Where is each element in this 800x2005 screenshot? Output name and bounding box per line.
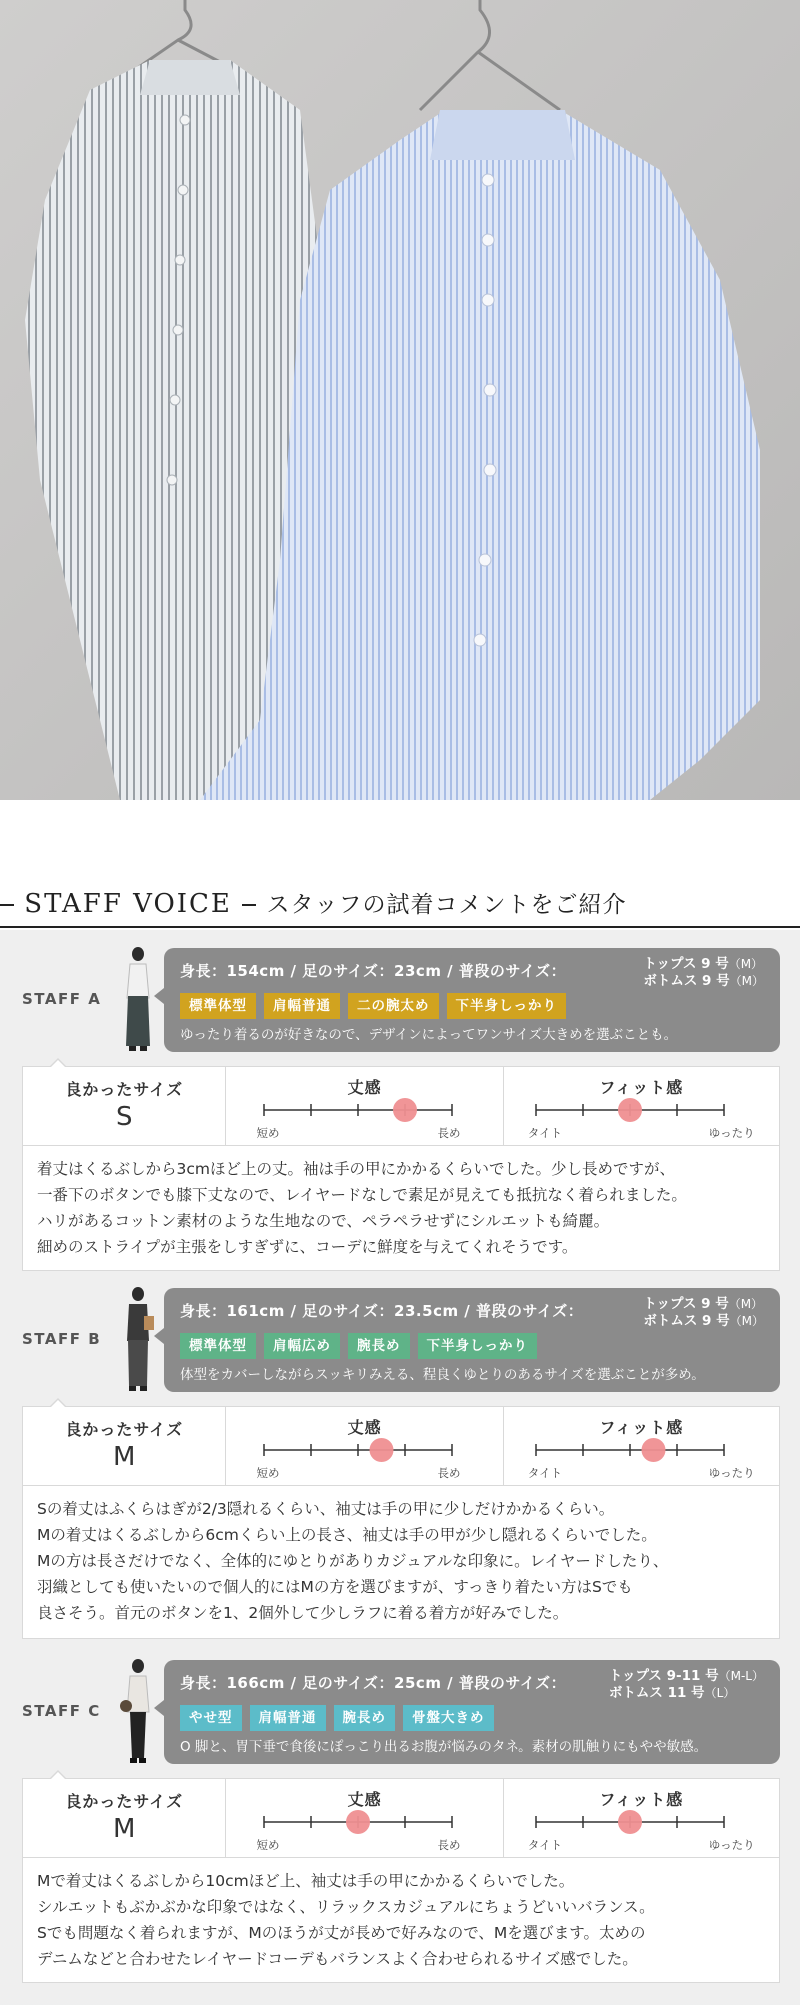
good-size-value: M bbox=[113, 1814, 136, 1844]
body-type-tags bbox=[180, 1330, 764, 1362]
length-high-label: 長め bbox=[437, 1838, 461, 1852]
body-tag: 腕長め bbox=[348, 1333, 410, 1359]
fit-low-label: タイト bbox=[527, 1126, 563, 1140]
length-scale-bar bbox=[226, 1097, 503, 1127]
comment-line: Sの着丈はふくらはぎが2/3隠れるくらい、袖丈は手の甲に少しだけかかるくらい。 bbox=[37, 1500, 615, 1518]
scale-marker bbox=[346, 1810, 370, 1834]
length-scale-bar bbox=[226, 1809, 503, 1839]
staff-comment bbox=[22, 1486, 780, 1639]
body-tag: 骨盤大きめ bbox=[403, 1705, 494, 1731]
body-tag: やせ型 bbox=[180, 1705, 242, 1731]
body-tag: 肩幅普通 bbox=[250, 1705, 326, 1731]
good-size-label: 良かったサイズ bbox=[65, 1080, 184, 1099]
scale-marker bbox=[370, 1438, 394, 1462]
staff-note: O 脚と、胃下垂で食後にぽっこり出るお腹が悩みのタネ。素材の肌触りにもやや敏感。 bbox=[180, 1739, 708, 1755]
good-size-value: M bbox=[113, 1442, 136, 1472]
tops-size-letter: （M） bbox=[728, 1297, 764, 1311]
staff-note: ゆったり着るのが好きなので、デザインによってワンサイズ大きめを選ぶことも。 bbox=[180, 1027, 678, 1043]
fit-high-label: ゆったり bbox=[708, 1126, 755, 1140]
staff-stats: 身長：161cm / 足のサイズ：23.5cm / 普段のサイズ： bbox=[180, 1302, 584, 1320]
usual-sizes bbox=[609, 1668, 764, 1702]
length-high-label: 長め bbox=[437, 1466, 461, 1480]
body-tag: 二の腕太め bbox=[348, 993, 439, 1019]
body-tag: 標準体型 bbox=[180, 1333, 256, 1359]
comment-line: Mの着丈はくるぶしから6cmくらい上の長さ、袖丈は手の甲が少し隠れるくらいでした。 bbox=[37, 1526, 657, 1544]
bottoms-size-letter: （L） bbox=[704, 1686, 736, 1700]
fit-scale bbox=[503, 1779, 779, 1857]
scale-marker bbox=[393, 1098, 417, 1122]
body-tag: 腕長め bbox=[334, 1705, 396, 1731]
length-low-label: 短め bbox=[256, 1838, 280, 1852]
fit-ratings bbox=[22, 1406, 780, 1486]
heading-subtitle: スタッフの試着コメントをご紹介 bbox=[266, 892, 627, 918]
heading-title-line bbox=[0, 886, 626, 923]
body-type-tags bbox=[180, 1702, 764, 1734]
scale-marker bbox=[641, 1438, 665, 1462]
comment-line: 一番下のボタンでも膝下丈なので、レイヤードなしで素足が見えても抵抗なく着られました。 bbox=[37, 1186, 687, 1204]
tops-size-letter: （M-L） bbox=[718, 1669, 764, 1683]
fit-high-label: ゆったり bbox=[708, 1838, 755, 1852]
good-size-cell bbox=[23, 1779, 226, 1857]
staff-card-a bbox=[22, 944, 780, 1271]
bottoms-size-letter: （M） bbox=[729, 974, 764, 988]
staff-profile-bubble bbox=[164, 948, 780, 1052]
good-size-cell bbox=[23, 1407, 226, 1485]
fit-scale bbox=[503, 1067, 779, 1145]
staff-profile bbox=[22, 944, 780, 1054]
staff-label: STAFF A bbox=[22, 990, 102, 1008]
staff-card-b bbox=[22, 1284, 780, 1639]
bottoms-size: ボトムス 11 号 bbox=[608, 1685, 705, 1701]
comment-line: Mの方は長さだけでなく、全体的にゆとりがありカジュアルな印象に。レイヤードしたり、 bbox=[37, 1552, 669, 1570]
body-tag: 肩幅普通 bbox=[264, 993, 340, 1019]
shirt-dress-illustration bbox=[0, 0, 800, 800]
length-scale bbox=[226, 1779, 502, 1857]
comment-line: Sでも問題なく着られますが、Mのほうが丈が長めで好みなので、Mを選びます。太めの bbox=[37, 1924, 646, 1942]
fit-scale-bar bbox=[504, 1097, 781, 1127]
fit-title: フィット感 bbox=[599, 1790, 684, 1809]
fit-low-label: タイト bbox=[527, 1466, 563, 1480]
staff-comment bbox=[22, 1146, 780, 1271]
fit-scale bbox=[503, 1407, 779, 1485]
fit-ratings bbox=[22, 1066, 780, 1146]
heading-title: STAFF VOICE bbox=[24, 889, 232, 919]
staff-label: STAFF C bbox=[22, 1702, 101, 1720]
staff-card-c bbox=[22, 1656, 780, 1983]
staff-profile-bubble bbox=[164, 1288, 780, 1392]
body-tag: 肩幅広め bbox=[264, 1333, 340, 1359]
bottoms-size: ボトムス 9 号 bbox=[643, 973, 730, 989]
fit-title: フィット感 bbox=[599, 1418, 684, 1437]
tops-size: トップス 9-11 号 bbox=[608, 1668, 719, 1684]
fit-scale-bar bbox=[504, 1809, 781, 1839]
fit-high-label: ゆったり bbox=[708, 1466, 755, 1480]
length-title: 丈感 bbox=[347, 1418, 382, 1437]
body-tag: 標準体型 bbox=[180, 993, 256, 1019]
good-size-cell bbox=[23, 1067, 226, 1145]
bottoms-size-letter: （M） bbox=[729, 1314, 764, 1328]
usual-sizes bbox=[643, 1296, 764, 1330]
fit-title: フィット感 bbox=[599, 1078, 684, 1097]
good-size-value: S bbox=[115, 1102, 133, 1132]
length-scale bbox=[226, 1407, 502, 1485]
comment-line: 着丈はくるぶしから3cmほど上の丈。袖は手の甲にかかるくらいでした。少し長めですが、 bbox=[37, 1160, 675, 1178]
staff-stats: 身長：154cm / 足のサイズ：23cm / 普段のサイズ： bbox=[180, 962, 567, 980]
staff-note: 体型をカバーしながらスッキリみえる、程良くゆとりのあるサイズを選ぶことが多め。 bbox=[180, 1367, 705, 1383]
length-title: 丈感 bbox=[347, 1790, 382, 1809]
comment-line: ハリがあるコットン素材のような生地なので、ペラペラせずにシルエットも綺麗。 bbox=[37, 1212, 610, 1230]
fit-ratings bbox=[22, 1778, 780, 1858]
heading-dash-right bbox=[242, 904, 256, 906]
body-tag: 下半身しっかり bbox=[418, 1333, 538, 1359]
heading-rule bbox=[0, 926, 800, 928]
staff-profile bbox=[22, 1656, 780, 1766]
body-type-tags bbox=[180, 990, 764, 1022]
good-size-label: 良かったサイズ bbox=[65, 1420, 184, 1439]
length-scale bbox=[226, 1067, 502, 1145]
comment-line: 羽織としても使いたいので個人的にはMの方を選びますが、すっきり着たい方はSでも bbox=[37, 1578, 633, 1596]
body-tag: 下半身しっかり bbox=[447, 993, 567, 1019]
bottoms-size: ボトムス 9 号 bbox=[643, 1313, 730, 1329]
product-photo bbox=[0, 0, 800, 800]
staff-comment bbox=[22, 1858, 780, 1983]
staff-list bbox=[0, 930, 800, 2005]
staff-profile bbox=[22, 1284, 780, 1394]
staff-profile-bubble bbox=[164, 1660, 780, 1764]
usual-sizes bbox=[643, 956, 764, 990]
scale-marker bbox=[618, 1098, 642, 1122]
comment-line: 良さそう。首元のボタンを1、2個外して少しラフに着る着方が好みでした。 bbox=[37, 1604, 569, 1622]
tops-size: トップス 9 号 bbox=[643, 956, 729, 972]
staff-voice-heading bbox=[0, 886, 800, 926]
fit-scale-bar bbox=[504, 1437, 781, 1467]
staff-stats: 身長：166cm / 足のサイズ：25cm / 普段のサイズ： bbox=[180, 1674, 567, 1692]
length-scale-bar bbox=[226, 1437, 503, 1467]
scale-marker bbox=[618, 1810, 642, 1834]
good-size-label: 良かったサイズ bbox=[65, 1792, 184, 1811]
length-low-label: 短め bbox=[256, 1126, 280, 1140]
length-low-label: 短め bbox=[256, 1466, 280, 1480]
comment-line: シルエットもぶかぶかな印象ではなく、リラックスカジュアルにちょうどいいバランス。 bbox=[37, 1898, 655, 1916]
tops-size-letter: （M） bbox=[728, 957, 764, 971]
fit-low-label: タイト bbox=[527, 1838, 563, 1852]
comment-line: デニムなどと合わせたレイヤードコーデもバランスよく合わせられるサイズ感でした。 bbox=[37, 1950, 638, 1968]
heading-dash-left bbox=[0, 904, 14, 906]
comment-line: Mで着丈はくるぶしから10cmほど上、袖丈は手の甲にかかるくらいでした。 bbox=[37, 1872, 575, 1890]
comment-line: 細めのストライプが主張をしすぎずに、コーデに鮮度を与えてくれそうです。 bbox=[37, 1238, 578, 1256]
tops-size: トップス 9 号 bbox=[643, 1296, 729, 1312]
length-high-label: 長め bbox=[437, 1126, 461, 1140]
staff-label: STAFF B bbox=[22, 1330, 102, 1348]
length-title: 丈感 bbox=[347, 1078, 382, 1097]
